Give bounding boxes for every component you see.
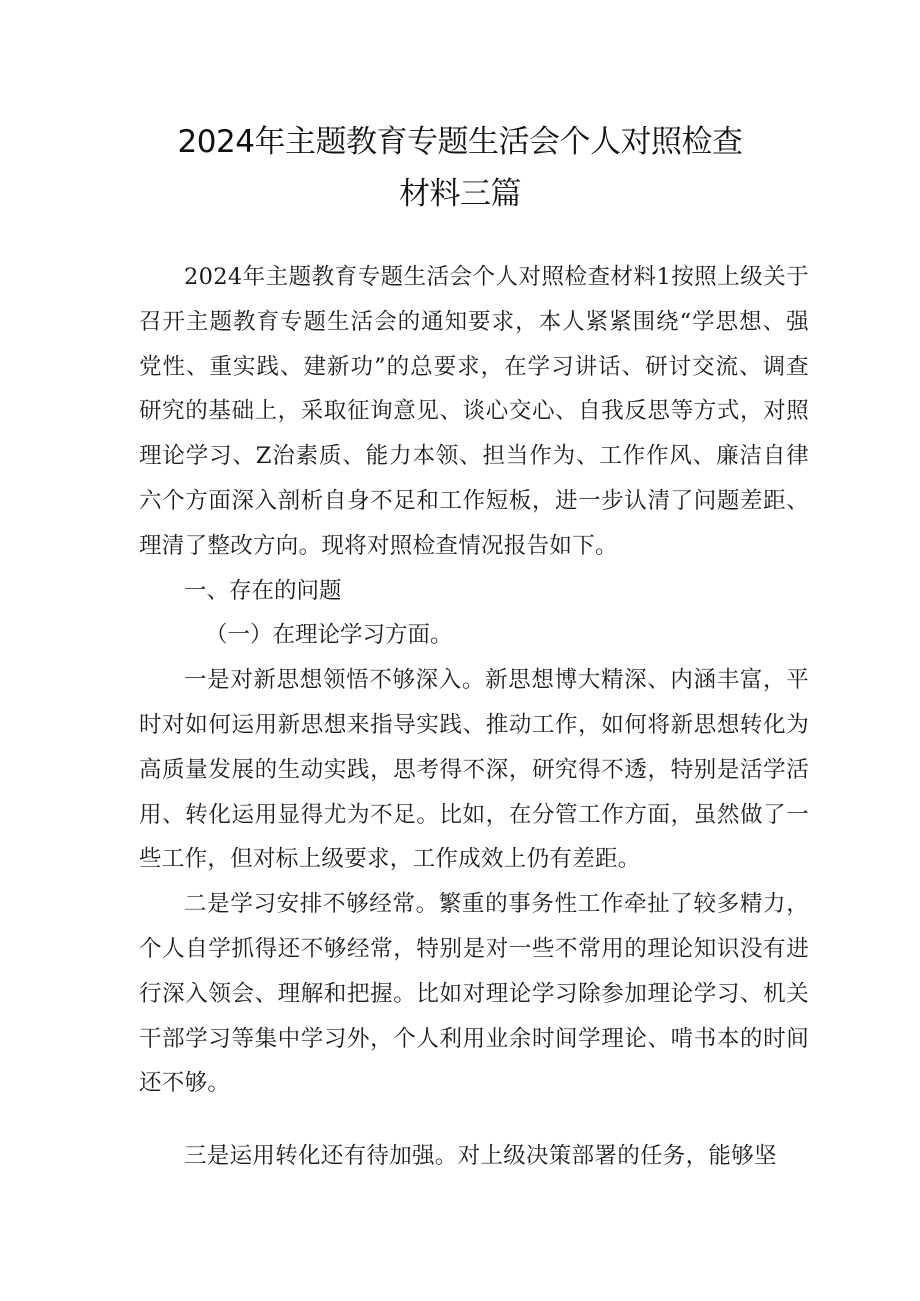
paragraph-gap	[139, 1106, 809, 1134]
section-heading-problems: 一、存在的问题	[184, 577, 342, 604]
point-paragraph-2: 二是学习安排不够经常。繁重的事务性工作牵扯了较多精力，个人自学抓得还不够经常，特别是对一些不常用的理论知识没有进行深入领会、理解和把握。比如对理论学习除参加理论学习、机关干部学习等集中学习外，个人利用业余时间学理论、啃书本的时间还不够。	[139, 891, 809, 1097]
intro-paragraph: 2024年主题教育专题生活会个人对照检查材料1按照上级关于召开主题教育专题生活会的通知要求，本人紧紧围绕“学思想、强党性、重实践、建新功”的总要求，在学习讲话、研讨交流、调查研究的基础上，采取征询意见、谈心交心、自我反思等方式，对照理论学习、Z治素质、能力本领、担当作为、工作作风、廉洁自律六个方面深入剖析自身不足和工作短板，进一步认清了问题差距、理清了整改方向。现将对照检查情况报告如下。	[139, 264, 809, 559]
document-body	[139, 255, 809, 1179]
document-title-line-1: 2024年主题教育专题生活会个人对照检查	[177, 124, 743, 160]
point-paragraph-1: 一是对新思想领悟不够深入。新思想博大精深、内涵丰富，平时对如何运用新思想来指导实践、推动工作，如何将新思想转化为高质量发展的生动实践，思考得不深，研究得不透，特别是活学活用、转化运用显得尤为不足。比如，在分管工作方面，虽然做了一些工作，但对标上级要求，工作成效上仍有差距。	[139, 667, 809, 873]
document-title-line-2: 材料三篇	[399, 176, 521, 212]
point-paragraph-3: 三是运用转化还有待加强。对上级决策部署的任务，能够坚	[184, 1143, 777, 1170]
subsection-heading-theory: （一）在理论学习方面。	[205, 622, 453, 649]
